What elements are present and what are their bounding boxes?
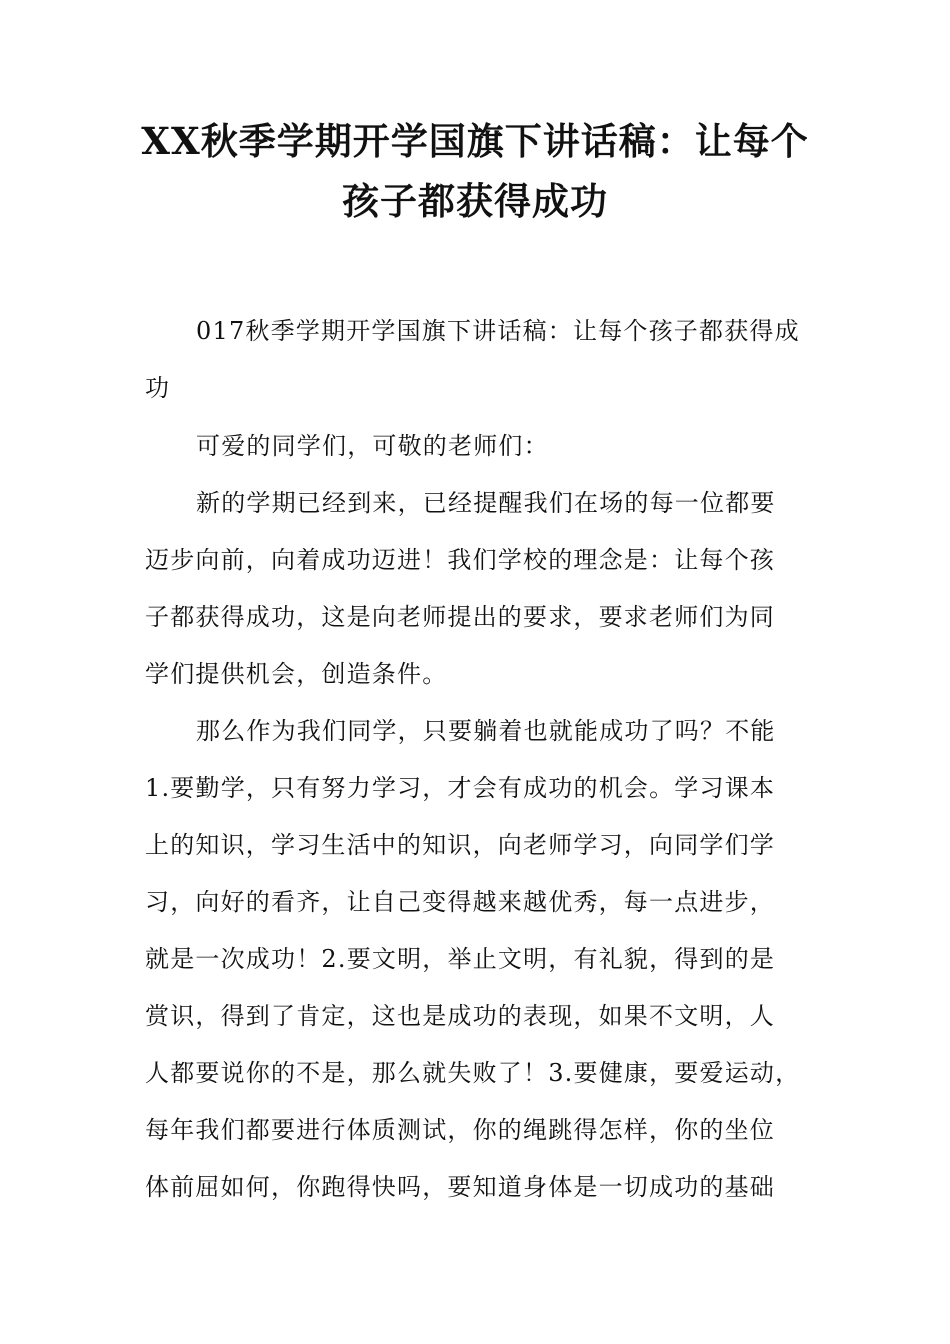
document-title-line-1: XX秋季学期开学国旗下讲话稿：让每个 [141,119,809,163]
paragraph-line: 那么作为我们同学，只要躺着也就能成功了吗？不能 [196,717,776,745]
paragraph-line: 迈步向前，向着成功迈进！我们学校的理念是：让每个孩 [145,546,775,574]
paragraph-line: 功 [145,374,171,402]
paragraph-line: 1.要勤学，只有努力学习，才会有成功的机会。学习课本 [145,774,776,802]
paragraph-line: 新的学期已经到来，已经提醒我们在场的每一位都要 [196,489,776,517]
paragraph-line: 赏识，得到了肯定，这也是成功的表现，如果不文明，人 [145,1002,775,1030]
paragraph-line: 每年我们都要进行体质测试，你的绳跳得怎样，你的坐位 [145,1116,775,1144]
paragraph-line: 子都获得成功，这是向老师提出的要求，要求老师们为同 [145,603,775,631]
paragraph-line: 017秋季学期开学国旗下讲话稿：让每个孩子都获得成 [196,317,800,345]
paragraph-line: 上的知识，学习生活中的知识，向老师学习，向同学们学 [145,831,775,859]
salutation-line: 可爱的同学们，可敬的老师们： [196,432,549,460]
paragraph-line: 人都要说你的不是，那么就失败了！3.要健康，要爱运动， [145,1059,801,1087]
paragraph-line: 体前屈如何，你跑得快吗，要知道身体是一切成功的基础 [145,1173,775,1201]
paragraph-line: 习，向好的看齐，让自己变得越来越优秀，每一点进步， [145,888,775,916]
paragraph-line: 就是一次成功！2.要文明，举止文明，有礼貌，得到的是 [145,945,776,973]
paragraph-line: 学们提供机会，创造条件。 [145,660,448,688]
document-title-line-2: 孩子都获得成功 [342,179,608,223]
